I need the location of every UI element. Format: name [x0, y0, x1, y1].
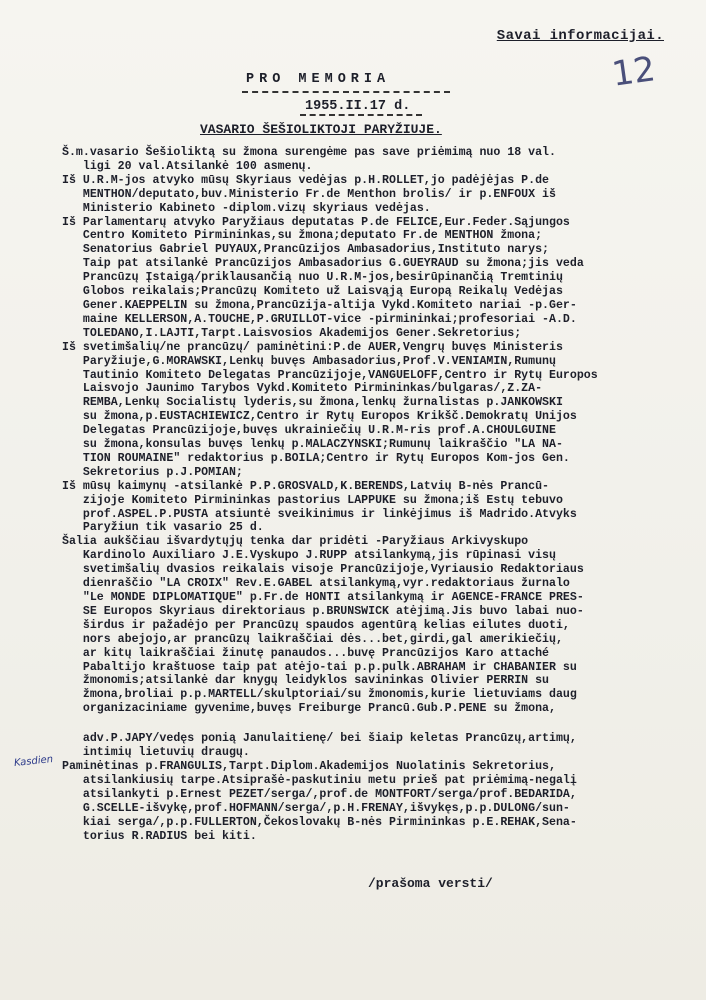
text-line: Iš Parlamentarų atvyko Paryžiaus deputatas P.de FELICE,Eur.Feder.Sąjungos — [62, 215, 570, 229]
date-underline — [300, 114, 422, 116]
text-line: "Le MONDE DIPLOMATIQUE" p.Fr.de HONTI atsilankymą ir AGENCE-FRANCE PRES- — [62, 591, 584, 604]
text-line: MENTHON/deputato,buv.Ministerio Fr.de Menthon brolis/ ir p.ENFOUX iš — [62, 187, 556, 201]
text-line: torius R.RADIUS bei kiti. — [62, 829, 257, 843]
section-gap — [62, 716, 682, 732]
document-title: PRO MEMORIA — [246, 72, 391, 87]
body-section-a — [62, 146, 682, 716]
text-line: SE Europos Skyriaus direktoriaus p.BRUNSWICK atėjimą.Jis buvo labai nuo- — [62, 604, 584, 618]
text-line: Delegatas Prancūzijoje,buvęs ukrainiečių U.R.M-ris prof.A.CHOULGUINE — [62, 424, 556, 438]
text-line: Ministerio Kabineto -diplom.vizų skyriaus vedėjas. — [62, 201, 431, 215]
text-line: Iš U.R.M-jos atvyko mūsų Skyriaus vedėjas p.H.ROLLET,jo padėjėjas P.de — [62, 173, 550, 187]
text-line: adv.P.JAPY/vedęs ponią Janulaitienę/ bei šiaip keletas Prancūzų,artimų, — [62, 732, 577, 746]
text-line: atsilankyti p.Ernest PEZET/serga/,prof.de MONTFORT/serga/prof.BEDARIDA, — [62, 787, 577, 801]
text-line: Globos reikalais;Prancūzų Komiteto už Laisvąją Europą Reikalų Vedėjas — [62, 285, 563, 299]
text-line: su žmona,p.EUSTACHIEWICZ,Centro ir Rytų Europos Krikšč.Demokratų Unijos — [62, 410, 577, 424]
text-line: Centro Komiteto Pirmininkas,su žmona;deputato Fr.de MENTHON žmona; — [62, 229, 543, 243]
text-line: žmona,broliai p.p.MARTELL/skulptoriai/su žmonomis,kurie lietuviams daug — [62, 688, 577, 702]
text-line: G.SCELLE-išvykę,prof.HOFMANN/serga/,p.H.FRENAY,išvykęs,p.p.DULONG/sun- — [62, 801, 570, 815]
text-line: Gener.KAEPPELIN su žmona,Prancūzija-altija Vykd.Komiteto nariai -p.Ger- — [62, 298, 577, 312]
text-line: intimių lietuvių draugų. — [62, 746, 250, 760]
text-line: Pabaltijo kraštuose taip pat atėjo-tai p.p.pulk.ABRAHAM ir CHABANIER su — [62, 660, 577, 674]
document-date: 1955.II.17 d. — [305, 99, 411, 114]
text-line: Šalia aukščiau išvardytųjų tenka dar pridėti -Paryžiaus Arkivyskupo — [62, 535, 529, 549]
title-underline — [242, 91, 450, 93]
text-line: atsilankiusių tarpe.Atsiprašė-paskutiniu metu prieš pat priėmimą-negalį — [62, 773, 577, 787]
text-line: Tautinio Komiteto Delegatas Prancūzijoje,VANGUELOFF,Centro ir Rytų Europos — [62, 368, 598, 382]
handwritten-page-number: 12 — [609, 49, 658, 95]
text-line: Taip pat atsilankė Prancūzijos Ambasadorius G.GUEYRAUD su žmona;jis veda — [62, 257, 584, 271]
text-line: Paryžiun tik vasario 25 d. — [62, 521, 264, 535]
text-line: Paminėtinas p.FRANGULIS,Tarpt.Diplom.Akademijos Nuolatinis Sekretorius, — [62, 759, 556, 773]
text-line: su žmona,konsulas buvęs lenkų p.MALACZYNSKI;Rumunų laikraščio "LA NA- — [62, 438, 563, 452]
text-line: REMBA,Lenkų Socialistų lyderis,su žmona,lenkų žurnalistas p.JANKOWSKI — [62, 396, 563, 410]
handwritten-margin-note: Kasdien — [13, 753, 54, 770]
text-line: Laisvojo Jaunimo Tarybos Vykd.Komiteto Pirmininkas/bulgaras/,Z.ZA- — [62, 382, 543, 396]
text-line: dienraščio "LA CROIX" Rev.E.GABEL atsilankymą,vyr.redaktoriaus žurnalo — [62, 577, 570, 591]
text-line: nors abejojo,ar prancūzų laikraščiai dės...bet,girdi,gal amerikiečių, — [62, 632, 563, 646]
closing-note: /prašoma versti/ — [368, 876, 493, 891]
text-line: organizaciniame gyvenime,buvęs Freiburge Prancū.Gub.P.PENE su žmona, — [62, 702, 556, 716]
body-section-b — [62, 732, 682, 843]
text-line: žmonomis;atsilankė dar knygų leidyklos savininkas Olivier PERRIN su — [62, 674, 550, 688]
text-line: Paryžiuje,G.MORAWSKI,Lenkų buvęs Ambasadorius,Prof.V.VENIAMIN,Rumunų — [62, 354, 556, 368]
text-line: širdus ir pažadėjo per Prancūzų spaudos agentūrą kelias eilutes duoti, — [62, 618, 570, 632]
text-line: Prancūzų Įstaigą/priklausančią nuo U.R.M-jos,besirūpinančią Tremtinių — [62, 271, 563, 285]
document-body — [62, 146, 682, 843]
text-line: zijoje Komiteto Pirmininkas pastorius LAPPUKE su žmona;iš Estų tebuvo — [62, 493, 563, 507]
document-subtitle: VASARIO ŠEŠIOLIKTOJI PARYŽIUJE. — [200, 122, 442, 137]
text-line: Š.m.vasario Šešioliktą su žmona surengėme pas save priėmimą nuo 18 val. — [62, 146, 556, 159]
header-note: Savai informacijai. — [496, 28, 664, 44]
text-line: svetimšalių dvasios reikalais visoje Prancūzijoje,Vyriausio Redaktoriaus — [62, 563, 584, 577]
text-line: TION ROUMAINE" redaktorius p.BOILA;Centro ir Rytų Europos Kom-jos Gen. — [62, 451, 570, 465]
text-line: ar kitų laikraščiai žinutę panaudos...buvę Prancūzijos Karo attaché — [62, 646, 550, 660]
text-line: Senatorius Gabriel PUYAUX,Prancūzijos Ambasadorius,Instituto narys; — [62, 243, 550, 257]
text-line: Sekretorius p.J.POMIAN; — [62, 465, 243, 479]
text-line: TOLEDANO,I.LAJTI,Tarpt.Laisvosios Akademijos Gener.Sekretorius; — [62, 326, 522, 340]
text-line: Iš svetimšalių/ne prancūzų/ paminėtini:P.de AUER,Vengrų buvęs Ministeris — [62, 340, 563, 354]
text-line: ligi 20 val.Atsilankė 100 asmenų. — [62, 159, 313, 173]
text-line: prof.ASPEL.P.PUSTA atsiuntė sveikinimus ir linkėjimus iš Madrido.Atvyks — [62, 507, 577, 521]
text-line: maine KELLERSON,A.TOUCHE,P.GRUILLOT-vice -pirmininkai;profesoriai -A.D. — [62, 312, 577, 326]
text-line: Iš mūsų kaimynų -atsilankė P.P.GROSVALD,K.BERENDS,Latvių B-nės Prancū- — [62, 479, 550, 493]
text-line: kiai serga/,p.p.FULLERTON,Čekoslovakų B-nės Pirmininkas p.E.REHAK,Sena- — [62, 815, 577, 829]
text-line: Kardinolo Auxiliaro J.E.Vyskupo J.RUPP atsilankymą,jis rūpinasi visų — [62, 549, 556, 563]
